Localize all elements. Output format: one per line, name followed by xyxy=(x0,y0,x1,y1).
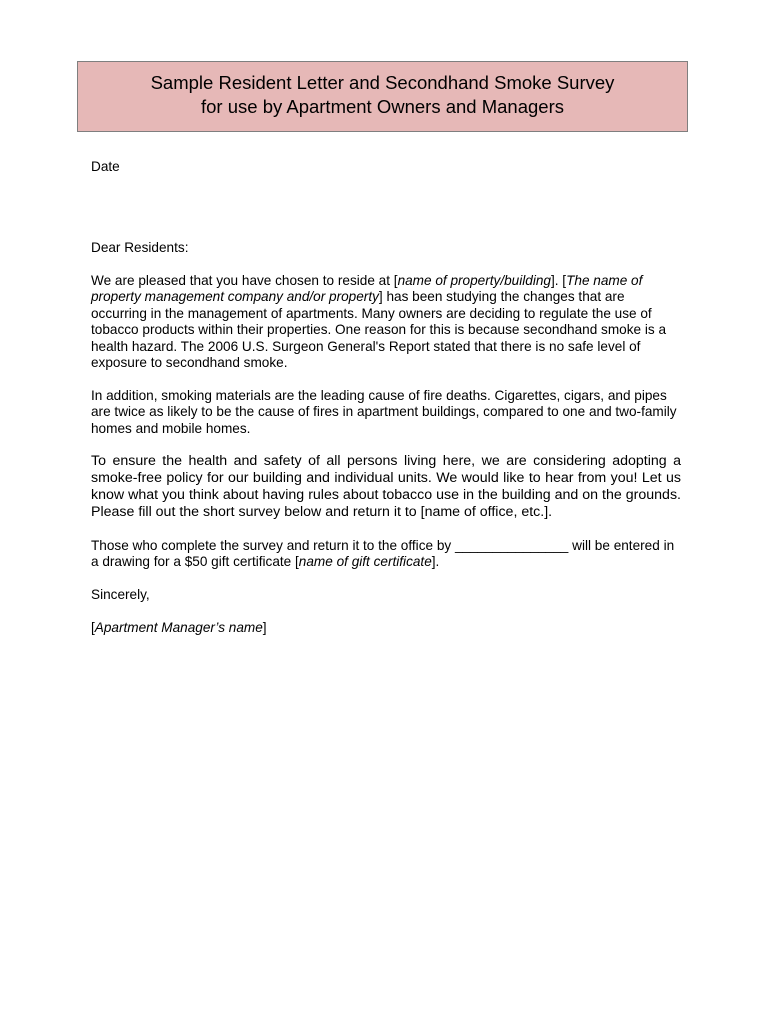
signature: [Apartment Manager’s name] xyxy=(91,620,267,635)
date-label: Date xyxy=(91,159,120,174)
document-title-line-2: for use by Apartment Owners and Managers xyxy=(201,96,564,117)
paragraph-drawing: Those who complete the survey and return it to the office by _______________ will be entered in a drawing for a $50 gift certificate [name of gift certificate]. xyxy=(91,538,675,570)
title-box xyxy=(77,61,688,132)
paragraph-survey-request: To ensure the health and safety of all persons living here, we are considering adopting a smoke-free policy for our building and individual units. We would like to hear from you! Let us know what you think about having rules about tobacco use in the building and on the grounds. Please fill out the short survey below and return it to [name of office, etc.]. xyxy=(91,453,681,520)
salutation: Dear Residents: xyxy=(91,240,189,255)
paragraph-fire-risk: In addition, smoking materials are the leading cause of fire deaths. Cigarettes, cigars, and pipes are twice as likely to be the cause of fires in apartment buildings, compared to one and two-family homes and mobile homes. xyxy=(91,388,677,436)
document-title-line-1: Sample Resident Letter and Secondhand Smoke Survey xyxy=(150,72,615,93)
placeholder-gift-certificate: name of gift certificate xyxy=(298,554,432,570)
closing: Sincerely, xyxy=(91,587,150,602)
paragraph-intro: We are pleased that you have chosen to reside at [name of property/building]. [The name of property management company and/or property] has been studying the changes that are occurring in the management of apartments. Many owners are deciding to regulate the use of tobacco products within their properties. One reason for this is because secondhand smoke is a health hazard. The 2006 U.S. Surgeon General's Report stated that there is no safe level of exposure to secondhand smoke. xyxy=(91,273,667,371)
placeholder-manager-name: Apartment Manager’s name xyxy=(94,620,263,635)
placeholder-management-company: The name of property management company and/or property xyxy=(91,273,643,305)
placeholder-property-name: name of property/building xyxy=(397,273,551,288)
